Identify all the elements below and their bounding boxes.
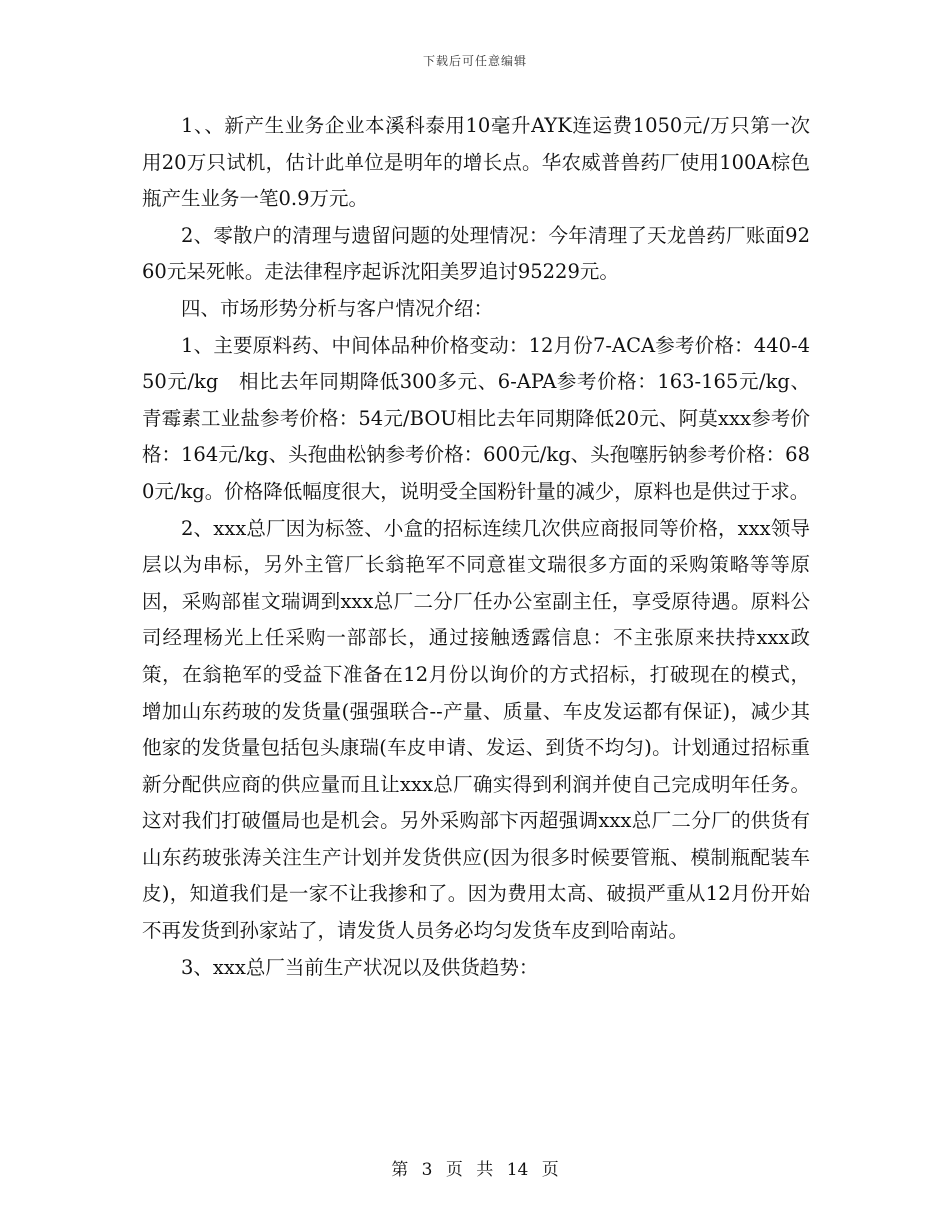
paragraph-new-business: 1、、新产生业务企业本溪科泰用10毫升AYK连运费1050元/万只第一次用20万只试机，估计此单位是明年的增长点。华农威普兽药厂使用100A棕色瓶产生业务一笔0.9万元。 xyxy=(142,114,810,211)
page-number: 第 3 页 共 14 页 xyxy=(391,1160,559,1180)
paragraph-tender-situation: 2、xxx总厂因为标签、小盒的招标连续几次供应商报同等价格，xxx领导层以为串标，另外主管厂长翁艳军不同意崔文瑞很多方面的采购策略等等原因，采购部崔文瑞调到xxx总厂二分厂任办公室副主任，享受原待遇。原料公司经理杨光上任采购一部部长，通过接触透露信息：不主张原来扶持xxx政策，在翁艳军的受益下准备在12月份以询价的方式招标，打破现在的模式，增加山东药玻的发货量(强强联合--产量、质量、车皮发运都有保证)，减少其他家的发货量包括包头康瑞(车皮申请、发运、到货不均匀)。计划通过招标重新分配供应商的供应量而且让xxx总厂确实得到利润并使自己完成明年任务。这对我们打破僵局也是机会。另外采购部卞丙超强调xxx总厂二分厂的供货有山东药玻张涛关注生产计划并发货供应(因为很多时候要管瓶、模制瓶配装车皮)，知道我们是一家不让我掺和了。因为费用太高、破损严重从12月份开始不再发货到孙家站了，请发货人员务必均匀发货车皮到哈南站。 xyxy=(142,516,810,943)
section-heading-market-analysis: 四、市场形势分析与客户情况介绍： xyxy=(181,296,494,320)
paragraph-scattered-accounts: 2、零散户的清理与遗留问题的处理情况：今年清理了天龙兽药厂账面9260元呆死帐。走法律程序起诉沈阳美罗追讨95229元。 xyxy=(142,223,810,284)
paragraph-raw-material-prices: 1、主要原料药、中间体品种价格变动：12月份7-ACA参考价格：440-450元/kg 相比去年同期降低300多元、6-APA参考价格：163-165元/kg、青霉素工业盐参考价格：54元/BOU相比去年同期降低20元、阿莫xxx参考价格：164元/kg、头孢曲松钠参考价格：600元/kg、头孢噻肟钠参考价格：680元/kg。价格降低幅度很大，说明受全国粉针量的减少，原料也是供过于求。 xyxy=(142,333,810,503)
document-body xyxy=(142,108,810,986)
paragraph-production-status: 3、xxx总厂当前生产状况以及供货趋势： xyxy=(181,955,539,979)
page-header-note: 下载后可任意编辑 xyxy=(422,54,527,68)
